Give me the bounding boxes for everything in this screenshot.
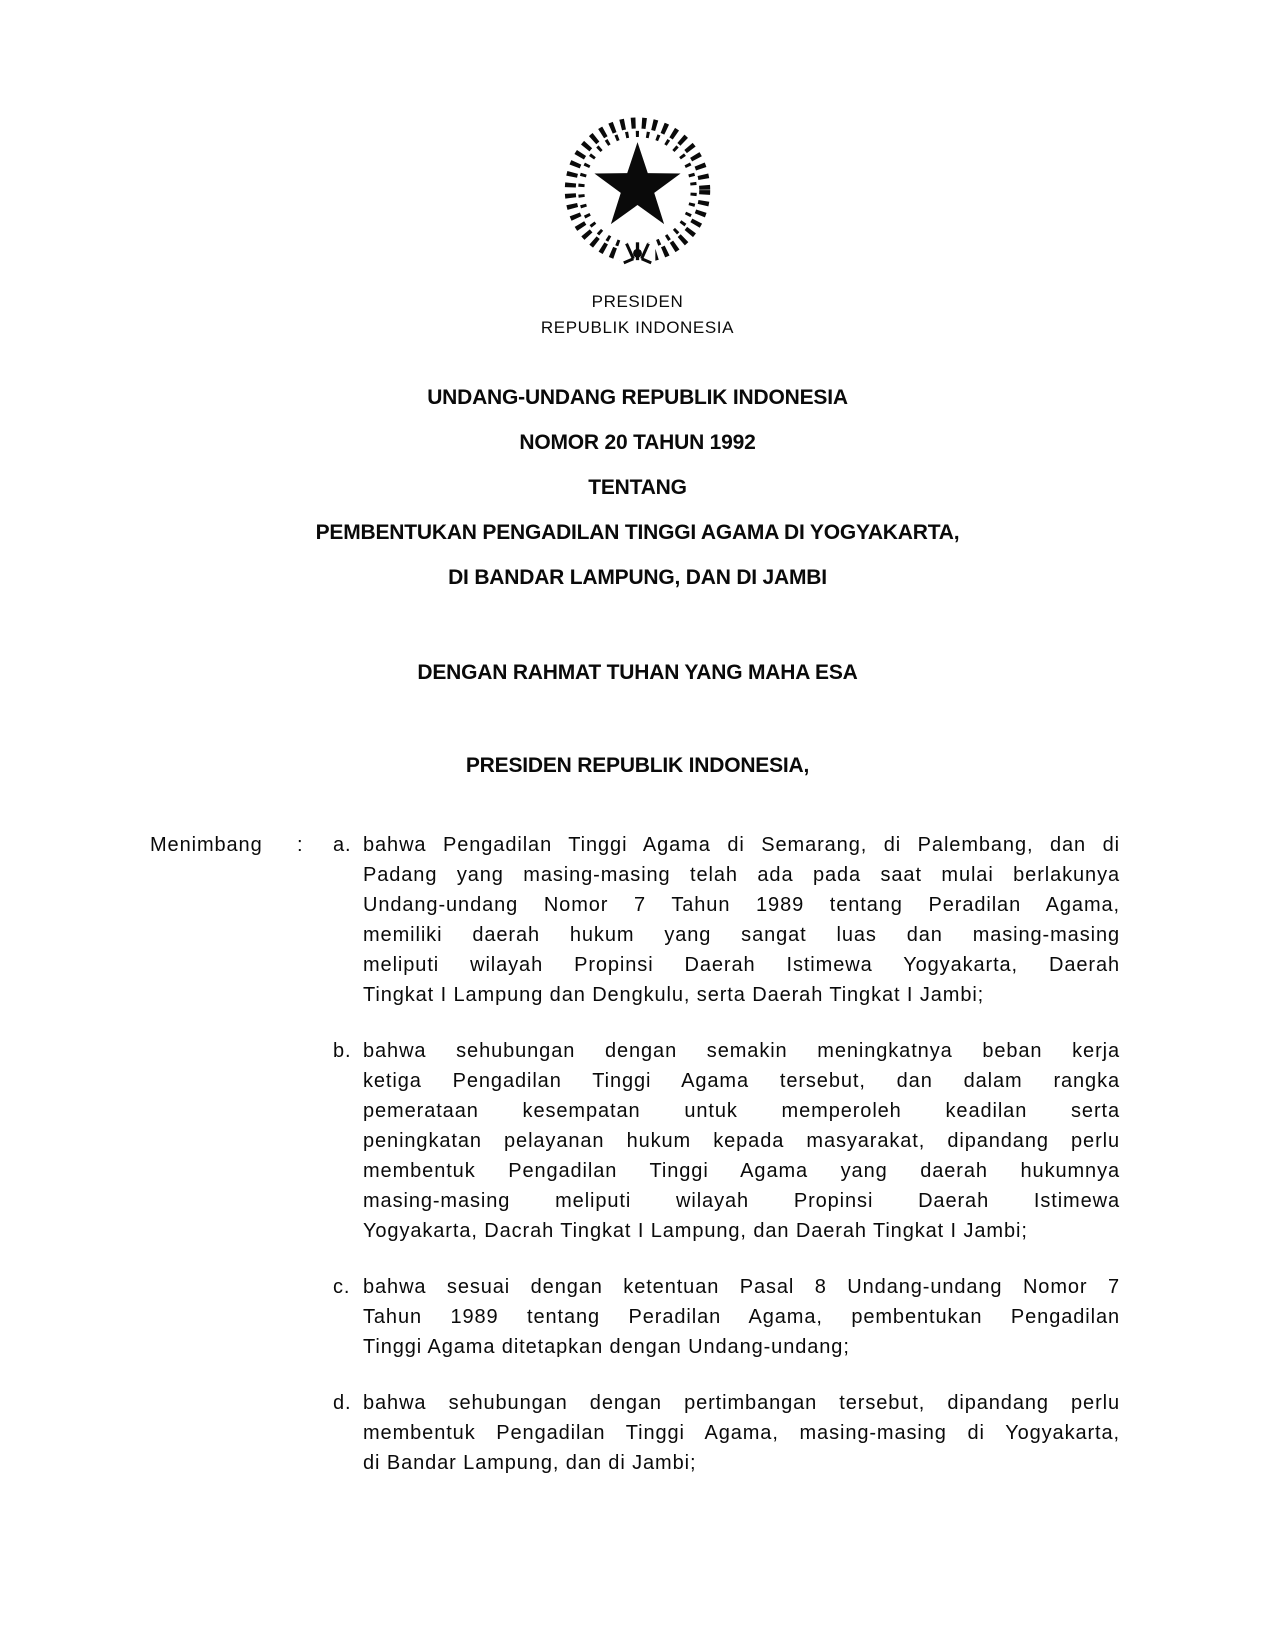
letterhead	[0, 289, 1275, 341]
considering-section	[150, 830, 1120, 1478]
law-title-line2: NOMOR 20 TAHUN 1992	[519, 431, 756, 454]
item-text-line: peningkatan pelayanan hukum kepada masyarakat, dipandang perlu	[363, 1130, 1120, 1152]
considering-colon: :	[297, 834, 304, 856]
item-text	[363, 830, 1120, 1010]
invocation-line: DENGAN RAHMAT TUHAN YANG MAHA ESA	[417, 661, 858, 684]
item-text-line: di Bandar Lampung, dan di Jambi;	[363, 1452, 697, 1474]
item-text-line: membentuk Pengadilan Tinggi Agama yang daerah hukumnya	[363, 1160, 1120, 1182]
item-text-line: memiliki daerah hukum yang sangat luas dan masing-masing	[363, 924, 1120, 946]
item-text-line: Padang yang masing-masing telah ada pada saat mulai berlakunya	[363, 864, 1120, 886]
item-text-line: pemerataan kesempatan untuk memperoleh keadilan serta	[363, 1100, 1120, 1122]
item-text-line: bahwa sehubungan dengan pertimbangan tersebut, dipandang perlu	[363, 1392, 1120, 1414]
considering-item-b	[333, 1036, 1120, 1246]
item-text-line: Tahun 1989 tentang Peradilan Agama, pembentukan Pengadilan	[363, 1306, 1120, 1328]
item-text-line: bahwa sesuai dengan ketentuan Pasal 8 Undang-undang Nomor 7	[363, 1276, 1120, 1298]
law-title-line4: PEMBENTUKAN PENGADILAN TINGGI AGAMA DI YOGYAKARTA,	[315, 521, 960, 544]
law-title-line1: UNDANG-UNDANG REPUBLIK INDONESIA	[427, 386, 848, 409]
item-text	[363, 1272, 1120, 1362]
item-letter: a.	[333, 834, 352, 856]
item-text-line: Undang-undang Nomor 7 Tahun 1989 tentang Peradilan Agama,	[363, 894, 1120, 916]
item-text-line: masing-masing meliputi wilayah Propinsi Daerah Istimewa	[363, 1190, 1120, 1212]
considering-item-d	[333, 1388, 1120, 1478]
item-letter: c.	[333, 1276, 351, 1298]
law-title-block	[0, 375, 1275, 600]
letterhead-presiden: PRESIDEN	[591, 292, 684, 311]
star-icon	[594, 142, 680, 224]
item-text-line: meliputi wilayah Propinsi Daerah Istimewa Yogyakarta, Daerah	[363, 954, 1120, 976]
considering-item-c	[333, 1272, 1120, 1362]
item-text-line: ketiga Pengadilan Tinggi Agama tersebut, dan dalam rangka	[363, 1070, 1120, 1092]
item-letter: b.	[333, 1040, 352, 1062]
item-text-line: Yogyakarta, Dacrah Tingkat I Lampung, dan Daerah Tingkat I Jambi;	[363, 1220, 1028, 1242]
presidential-seal-icon	[555, 112, 720, 267]
considering-items	[333, 830, 1120, 1478]
considering-label: Menimbang	[150, 834, 263, 856]
authority-line: PRESIDEN REPUBLIK INDONESIA,	[465, 754, 810, 777]
law-title-line3: TENTANG	[588, 476, 687, 499]
item-text-line: membentuk Pengadilan Tinggi Agama, masing-masing di Yogyakarta,	[363, 1422, 1120, 1444]
law-title-line5: DI BANDAR LAMPUNG, DAN DI JAMBI	[448, 566, 827, 589]
item-text-line: Tinggi Agama ditetapkan dengan Undang-undang;	[363, 1336, 850, 1358]
item-text-line: bahwa sehubungan dengan semakin meningkatnya beban kerja	[363, 1040, 1120, 1062]
item-text	[363, 1388, 1120, 1478]
item-text-line: Tingkat I Lampung dan Dengkulu, serta Daerah Tingkat I Jambi;	[363, 984, 985, 1006]
item-text	[363, 1036, 1120, 1246]
considering-item-a	[333, 830, 1120, 1010]
item-letter: d.	[333, 1392, 352, 1414]
letterhead-republik-indonesia: REPUBLIK INDONESIA	[540, 318, 735, 337]
item-text-line: bahwa Pengadilan Tinggi Agama di Semarang, di Palembang, dan di	[363, 834, 1120, 856]
